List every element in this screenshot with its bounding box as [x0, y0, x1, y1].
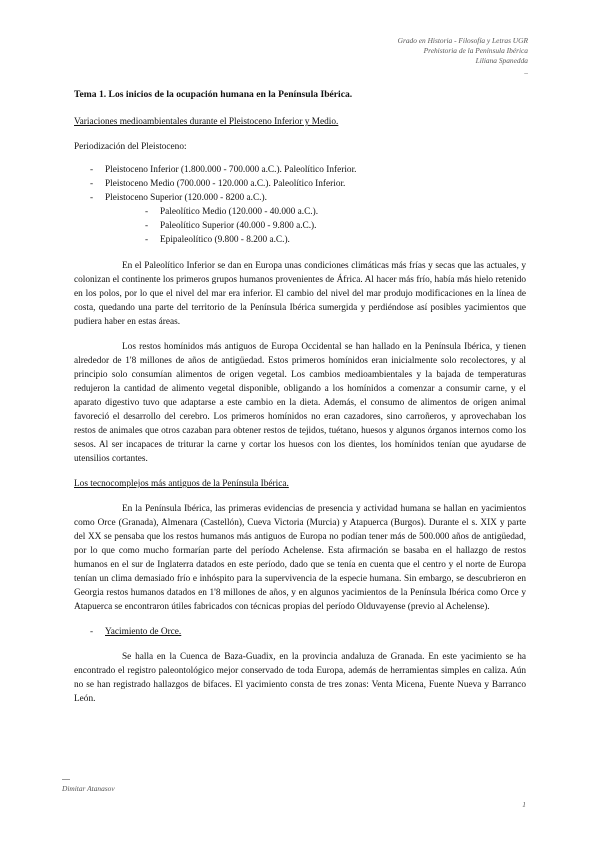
header-degree: Grado en Historia - Filosofía y Letras UGR — [397, 36, 528, 45]
subsection-heading-orce-label: Yacimiento de Orce. — [105, 627, 182, 637]
footer-divider — [62, 779, 70, 780]
subperiod-list — [105, 205, 526, 247]
page-number: 1 — [522, 800, 526, 809]
period-item — [74, 191, 526, 247]
page-title: Tema 1. Los inicios de la ocupación humana en la Península Ibérica. — [74, 89, 353, 100]
period-item-label: Pleistoceno Superior (120.000 - 8200 a.C.). — [105, 193, 267, 203]
subsection-heading-orce — [74, 625, 526, 639]
paragraph-evidence: En la Península Ibérica, las primeras evidencias de presencia y actividad humana se hallan en yacimientos como Orce (Granada), Almenara (Castellón), Cueva Victoria (Murcia) y Atapuerca (Burgos). Durante el s. XIX y parte del XX se pensaba que los restos humanos más antiguos de Europa no podían tener más de 500.000 años de antigüedad, por lo que como mucho formarían parte del período Achelense. Esta afirmación se basaba en el hallazgo de restos humanos en el sur de Inglaterra datados en este período, dado que se tenía en cuenta que el centro y el norte de Europa tenían un clima demasiado frío e inhóspito para la supervivencia de la especie humana. Sin embargo, se descubrieron en Georgia restos humanos datados en 1'8 millones de años, y en algunos yacimientos de la Península Ibérica como Orce y Atapuerca se encontraron útiles fabricados con técnicas propias del período Olduvayense (previo al Achelense). — [74, 504, 526, 612]
period-item: - Pleistoceno Inferior (1.800.000 - 700.000 a.C.). Paleolítico Inferior. — [74, 163, 526, 177]
period-list — [74, 163, 526, 247]
paragraph-climate: En el Paleolítico Inferior se dan en Europa unas condiciones climáticas más frías y secas que las actuales, y colonizan el continente los primeros grupos humanos provenientes de África. Al hacer más frío, había más hielo retenido en los polos, por lo que el nivel del mar era inferior. El cambio del nivel del mar produjo modificaciones en la línea de costa, quedando una parte del territorio de la Península Ibérica sumergida y perdiéndose así posibles yacimientos que pudiera haber en estas áreas. — [74, 261, 526, 327]
header-course: Prehistoria de la Península Ibérica — [423, 46, 528, 55]
section-heading-technocomplexes: Los tecnocomplejos más antiguos de la Península Ibérica. — [74, 479, 289, 489]
document-body — [74, 88, 526, 717]
section-heading-environment: Variaciones medioambientales durante el Pleistoceno Inferior y Medio. — [74, 117, 339, 127]
subperiod-item: - Paleolítico Superior (40.000 - 9.800 a.C.). — [105, 219, 526, 233]
period-item: - Pleistoceno Medio (700.000 - 120.000 a.C.). Paleolítico Inferior. — [74, 177, 526, 191]
footer-author: Dimitar Atanasov — [62, 784, 115, 793]
header-mark: _ — [524, 66, 528, 75]
page-header — [398, 36, 528, 74]
periodization-label: Periodización del Pleistoceno: — [74, 142, 187, 152]
paragraph-hominids: Los restos homínidos más antiguos de Europa Occidental se han hallado en la Península Ibérica, y tienen alrededor de 1'8 millones de años de antigüedad. Estos primeros homínidos eran inicialmente solo recolectores, y al principio solo consumían alimentos de origen vegetal. Los cambios medioambientales y la bajada de temperaturas redujeron la cantidad de alimento vegetal disponible, obligando a los homínidos a comenzar a consumir carne, y el aparato digestivo tuvo que adaptarse a este cambio en la dieta. Además, el consumo de alimentos de origen animal favoreció el desarrollo del cerebro. Los primeros homínidos no eran cazadores, sino carroñeros, y aprovechaban los restos de animales que otros cazaban para obtener restos de tejidos, tuétano, huesos y algunos órganos internos como los sesos. Al ser incapaces de triturar la carne y cortar los huesos con los dientes, los homínidos tenían que ayudarse de utensilios cortantes. — [74, 342, 526, 464]
paragraph-orce: Se halla en la Cuenca de Baza-Guadix, en la provincia andaluza de Granada. En este yacimiento se ha encontrado el registro paleontológico mejor conservado de toda Europa, además de herramientas simples en caliza. Aún no se han registrado hallazgos de bifaces. El yacimiento consta de tres zonas: Venta Micena, Fuente Nueva y Barranco León. — [74, 652, 526, 704]
header-professor: Liliana Spanedda — [475, 56, 528, 65]
subperiod-item: - Paleolítico Medio (120.000 - 40.000 a.C.). — [105, 205, 526, 219]
subperiod-item: - Epipaleolítico (9.800 - 8.200 a.C.). — [105, 233, 526, 247]
